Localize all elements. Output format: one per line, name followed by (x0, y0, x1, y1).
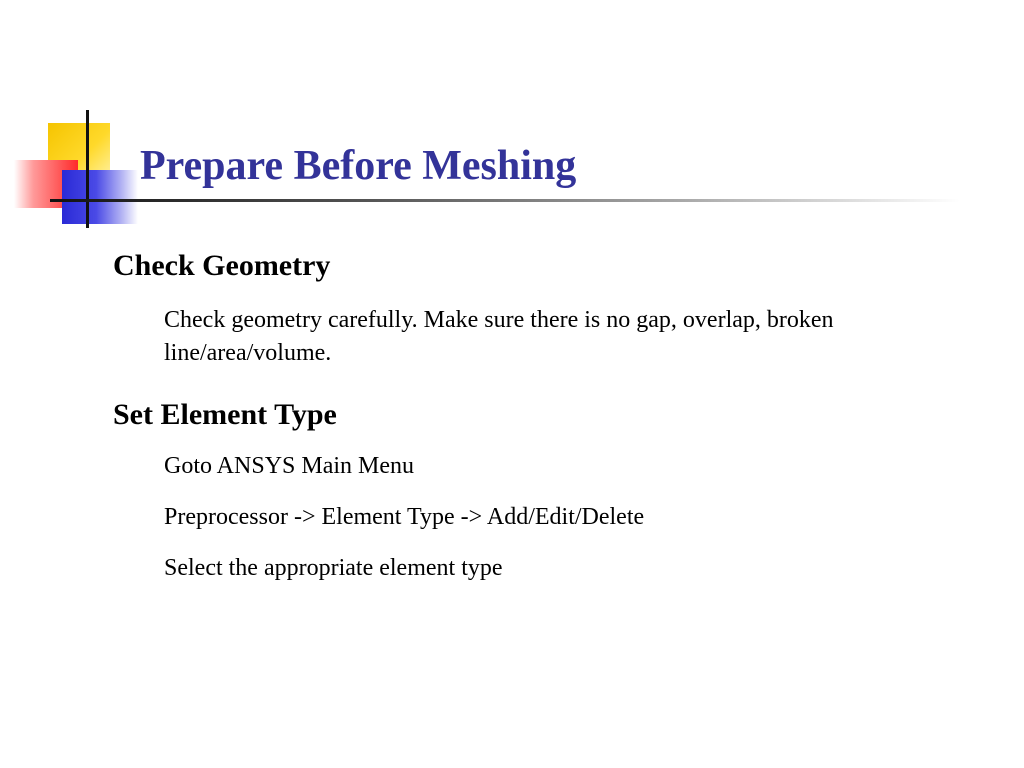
list-item: Goto ANSYS Main Menu (164, 453, 415, 479)
section-heading: Check Geometry (113, 249, 331, 282)
list-item: Select the appropriate element type (164, 555, 503, 581)
section-check-geometry (113, 248, 913, 370)
list-item: Preprocessor -> Element Type -> Add/Edit/Delete (164, 504, 645, 530)
list-item: Check geometry carefully. Make sure there is no gap, overlap, broken line/area/volume. (164, 307, 834, 366)
title-underline-rule (50, 199, 960, 202)
logo-blue-square (62, 170, 138, 224)
section-set-element-type (113, 397, 913, 585)
logo-vertical-line (86, 110, 89, 228)
section-heading: Set Element Type (113, 398, 337, 431)
slide-logo-decoration (0, 0, 160, 240)
section-items (113, 304, 913, 370)
section-items (113, 450, 913, 585)
slide-title: Prepare Before Meshing (140, 143, 577, 189)
slide-content (113, 248, 913, 585)
